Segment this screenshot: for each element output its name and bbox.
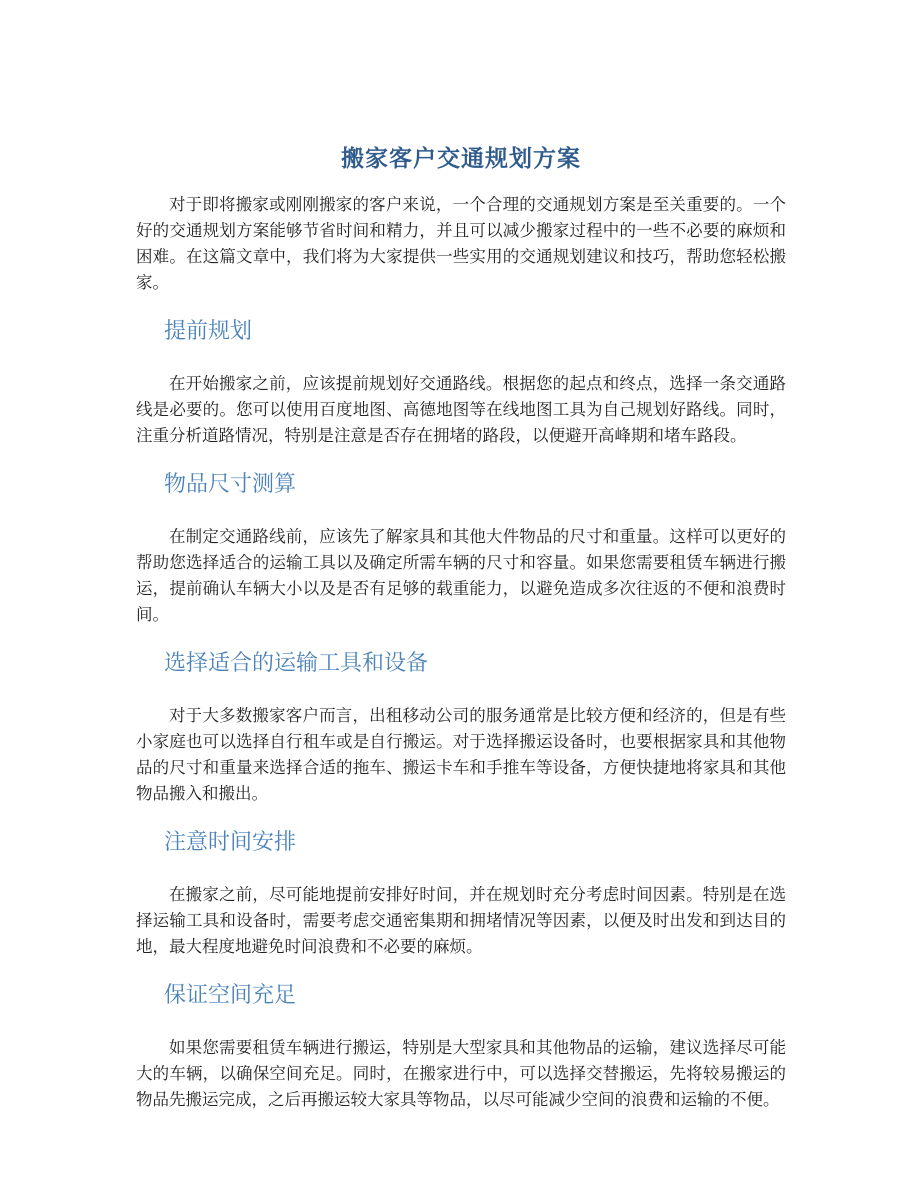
section-heading-transport-tools: 选择适合的运输工具和设备 [164,651,429,676]
section-body-time-arrangement: 在搬家之前，尽可能地提前安排好时间，并在规划时充分考虑时间因素。特别是在选择运输工具和设备时，需要考虑交通密集期和拥堵情况等因素，以便及时出发和到达目的地，最大程度地避免时间浪费和不必要的麻烦。 [136,885,786,956]
intro-paragraph: 对于即将搬家或刚刚搬家的客户来说，一个合理的交通规划方案是至关重要的。一个好的交通规划方案能够节省时间和精力，并且可以减少搬家过程中的一些不必要的麻烦和困难。在这篇文章中，我们将为大家提供一些实用的交通规划建议和技巧，帮助您轻松搬家。 [136,195,786,292]
section-body-sufficient-space: 如果您需要租赁车辆进行搬运，特别是大型家具和其他物品的运输，建议选择尽可能大的车辆，以确保空间充足。同时，在搬家进行中，可以选择交替搬运，先将较易搬运的物品先搬运完成，之后再搬运较大家具等物品，以尽可能减少空间的浪费和运输的不便。 [136,1038,786,1109]
section-heading-item-measurement: 物品尺寸测算 [164,472,297,497]
section-body-transport-tools: 对于大多数搬家客户而言，出租移动公司的服务通常是比较方便和经济的，但是有些小家庭也可以选择自行租车或是自行搬运。对于选择搬运设备时，也要根据家具和其他物品的尺寸和重量来选择合适的拖车、搬运卡车和手推车等设备，方便快捷地将家具和其他物品搬入和搬出。 [136,706,786,803]
section-heading-sufficient-space: 保证空间充足 [164,983,297,1008]
document-page [136,140,786,1113]
section-heading-time-arrangement: 注意时间安排 [164,830,297,855]
section-heading-advance-planning: 提前规划 [164,319,253,344]
document-title: 搬家客户交通规划方案 [341,145,581,172]
section-body-item-measurement: 在制定交通路线前，应该先了解家具和其他大件物品的尺寸和重量。这样可以更好的帮助您选择适合的运输工具以及确定所需车辆的尺寸和容量。如果您需要租赁车辆进行搬运，提前确认车辆大小以及是否有足够的载重能力，以避免造成多次往返的不便和浪费时间。 [136,527,786,624]
section-body-advance-planning: 在开始搬家之前，应该提前规划好交通路线。根据您的起点和终点，选择一条交通路线是必要的。您可以使用百度地图、高德地图等在线地图工具为自己规划好路线。同时，注重分析道路情况，特别是注意是否存在拥堵的路段，以便避开高峰期和堵车路段。 [136,374,786,445]
